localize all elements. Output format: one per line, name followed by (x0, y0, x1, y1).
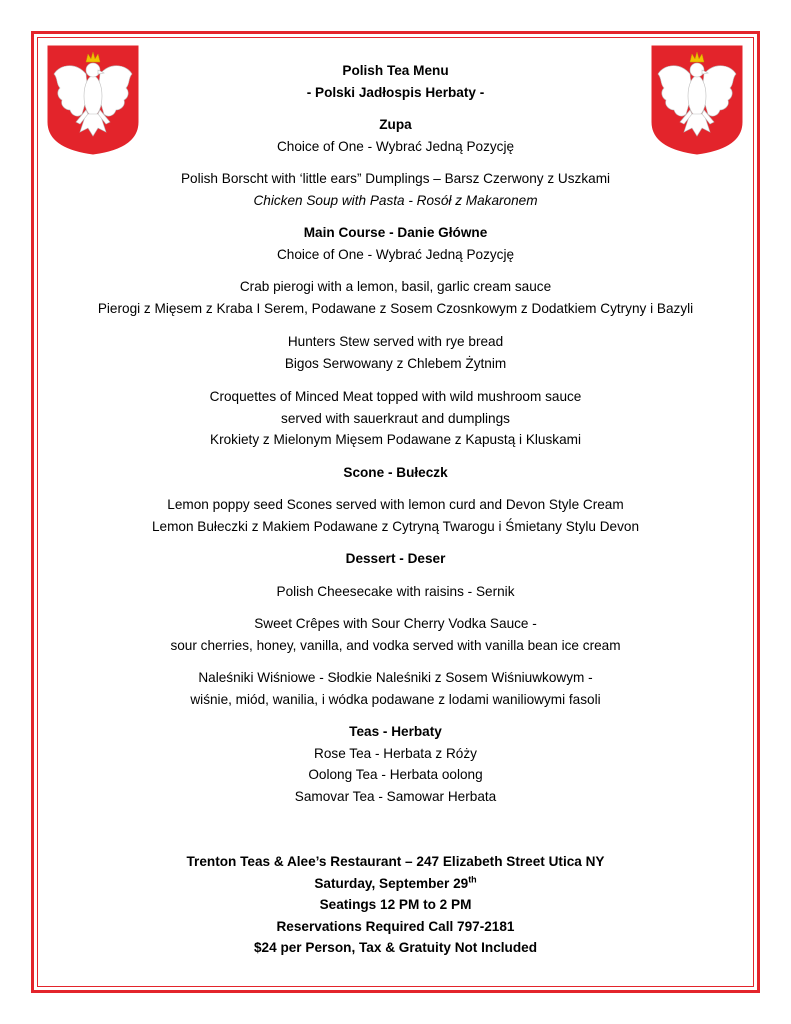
menu-title: Polish Tea Menu (342, 63, 449, 78)
menu-subtitle: - Polski Jadłospis Herbaty - (306, 84, 485, 100)
section-heading-teas: Teas - Herbaty (349, 724, 442, 739)
footer-seatings: Seatings 12 PM to 2 PM (319, 897, 472, 912)
main-choice: Choice of One - Wybrać Jedną Pozycję (276, 246, 515, 262)
menu-item: Polish Borscht with ‘little ears” Dumplings – Barsz Czerwony z Uszkami (180, 171, 611, 186)
menu-item: Krokiety z Mielonym Mięsem Podawane z Kapustą i Kluskami (210, 432, 581, 447)
menu-item: Crab pierogi with a lemon, basil, garlic cream sauce (239, 279, 552, 294)
menu-item: Polish Cheesecake with raisins - Sernik (276, 583, 515, 599)
menu-content (40, 60, 751, 959)
menu-item: wiśnie, miód, wanilia, i wódka podawane z lodami waniliowymi fasoli (190, 691, 601, 707)
section-heading-zupa: Zupa (379, 117, 412, 132)
footer-price: $24 per Person, Tax & Gratuity Not Included (253, 940, 538, 955)
menu-item: Lemon Bułeczki z Makiem Podawane z Cytryną Twarogu i Śmietany Stylu Devon (151, 518, 640, 534)
section-heading-main-course: Main Course - Danie Główne (303, 225, 488, 240)
section-heading-scone: Scone - Bułeczk (343, 464, 448, 480)
menu-item: Naleśniki Wiśniowe - Słodkie Naleśniki z Sosem Wiśniuwkowym - (198, 670, 593, 685)
menu-item: Pierogi z Mięsem z Kraba I Serem, Podawane z Sosem Czosnkowym z Dodatkiem Cytryny i Bazyli (97, 300, 694, 316)
menu-item: served with sauerkraut and dumplings (281, 410, 510, 426)
zupa-choice: Choice of One - Wybrać Jedną Pozycję (276, 138, 515, 154)
menu-item: Lemon poppy seed Scones served with lemon curd and Devon Style Cream (167, 497, 624, 512)
menu-item: Croquettes of Minced Meat topped with wild mushroom sauce (209, 389, 582, 404)
menu-item: Chicken Soup with Pasta - Rosół z Makaronem (253, 192, 538, 208)
menu-item: Hunters Stew served with rye bread (287, 334, 504, 349)
footer-reservations: Reservations Required Call 797-2181 (276, 918, 515, 934)
menu-item: Oolong Tea - Herbata oolong (308, 767, 483, 782)
footer-date: Saturday, September 29th (314, 873, 477, 891)
footer-venue: Trenton Teas & Alee’s Restaurant – 247 Elizabeth Street Utica NY (186, 854, 605, 869)
section-heading-dessert: Dessert - Deser (345, 551, 446, 566)
menu-item: Samovar Tea - Samowar Herbata (294, 788, 497, 804)
menu-item: Rose Tea - Herbata z Róży (314, 745, 477, 761)
menu-item: Sweet Crêpes with Sour Cherry Vodka Sauce - (254, 616, 537, 631)
menu-item: sour cherries, honey, vanilla, and vodka served with vanilla bean ice cream (170, 637, 621, 653)
menu-item: Bigos Serwowany z Chlebem Żytnim (284, 355, 507, 371)
